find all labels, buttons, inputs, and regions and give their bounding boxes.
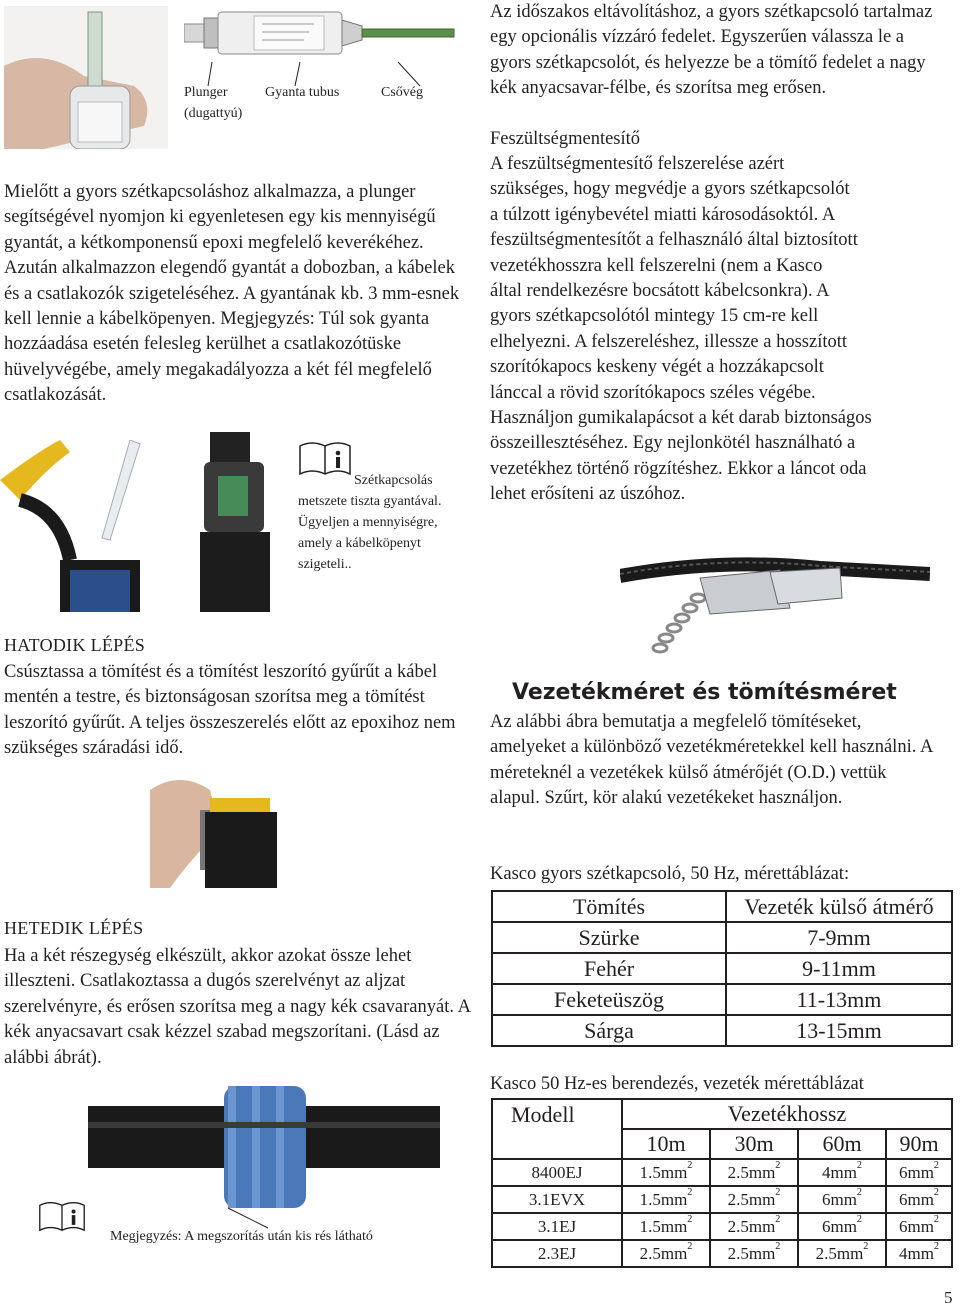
header-length: 60m: [798, 1129, 886, 1159]
table-cell: 11-13mm: [726, 984, 952, 1015]
intro-paragraph: Mielőtt a gyors szétkapcsoláshoz alkalmazza, a plunger segítségével nyomjon ki egyenletesen egy kis mennyiségű gyantát, a kétkomponensű epoxi megfelelő keverékéhez. Azután alkalmazzon elegendő gyantát a dobozban, a kábelek és a csatlakozók szigeteléséhez. A gyantának kb. 3 mm-esnek kell lennie a kábelköpenyen. Megjegyzés: Túl sok gyanta hozzáadása esetén felesleg kerülhet a csatlakozótüske hüvelyvégébe, amely megakadályozza a két fél megfelelő csatlakozását.: [4, 182, 460, 406]
table-cell: $2.5mm^2$: [710, 1159, 798, 1186]
table-cell: $2.5mm^2$: [710, 1213, 798, 1240]
page-number: 5: [944, 1288, 953, 1307]
table-cell: [492, 1129, 622, 1159]
resin-tube-photo: [184, 6, 460, 66]
table-cell: $2.5mm^2$: [710, 1240, 798, 1267]
table-cell: $2.5mm^2$: [798, 1240, 886, 1267]
table-cell: Feketeüszög: [492, 984, 726, 1015]
seal-size-table: [491, 890, 953, 1047]
table-cell: 3.1EVX: [492, 1186, 622, 1213]
table-cell: 3.1EJ: [492, 1213, 622, 1240]
info-note-1-rest: metszete tiszta gyantával. Ügyeljen a mennyiségre, amely a kábelköpenyt szigeteli..: [298, 494, 442, 572]
header-wire-length: Vezetékhossz: [622, 1099, 952, 1129]
table-cell: $6mm^2$: [798, 1213, 886, 1240]
table-cell: 13-15mm: [726, 1015, 952, 1046]
table-cell: $4mm^2$: [886, 1240, 952, 1267]
table-row: [492, 1015, 952, 1046]
hand-connector-photo: [150, 770, 290, 888]
table-row: [492, 1159, 952, 1186]
table-cell: Szürke: [492, 922, 726, 953]
step7-title: HETEDIK LÉPÉS: [4, 918, 144, 938]
table-cell: $4mm^2$: [798, 1159, 886, 1186]
hand-syringe-photo: [4, 6, 168, 149]
table-cell: $6mm^2$: [886, 1213, 952, 1240]
step6-text: Csúsztassa a tömítést és a tömítést leszorító gyűrűt a kábel mentén a testre, és biztonságosan szorítsa meg a tömítést leszorító gyűrűt. A teljes összeszerelés előtt az epoxihoz nem szükséges száradási idő.: [4, 662, 456, 759]
table2-caption: Kasco 50 Hz-es berendezés, vezeték mérettáblázat: [490, 1074, 864, 1094]
table-row: [492, 984, 952, 1015]
info-book-icon-2: [38, 1198, 86, 1234]
header-length: 90m: [886, 1129, 952, 1159]
cable-resin-photo: [0, 440, 180, 612]
strain-relief-photo: [620, 548, 930, 660]
header-wire-od: Vezeték külső átmérő: [726, 891, 952, 922]
connector-section-photo: [190, 432, 290, 612]
table-row: [492, 1240, 952, 1267]
section-title: Vezetékméret és tömítésméret: [512, 680, 897, 705]
table1-caption: Kasco gyors szétkapcsoló, 50 Hz, mérettáblázat:: [490, 864, 850, 884]
table-cell: $1.5mm^2$: [622, 1186, 710, 1213]
table-cell: $2.5mm^2$: [710, 1186, 798, 1213]
table-row: [492, 1186, 952, 1213]
table-cell: $6mm^2$: [798, 1186, 886, 1213]
step7-text: Ha a két részegység elkészült, akkor azokat össze lehet illeszteni. Csatlakoztassa a dugós szerelvényt az aljzat szerelvényre, és erősen szorítsa meg a nagy kék csavaranyát. A kék anyacsavart csak kézzel szabad megszorítani. (Lásd az alábbi ábrát).: [4, 946, 470, 1068]
assembled-connector-photo: [88, 1082, 440, 1208]
label-resin-tube: Gyanta tubus: [265, 85, 340, 100]
table-cell: 9-11mm: [726, 953, 952, 984]
info-book-icon: [298, 440, 352, 476]
header-model: Modell: [492, 1099, 622, 1129]
table-cell: $1.5mm^2$: [622, 1159, 710, 1186]
right-intro-paragraph: Az időszakos eltávolításhoz, a gyors szétkapcsoló tartalmaz egy opcionális vízzáró fedelet. Egyszerűen válassza le a gyors szétkapcsolót, és helyezze be a tömítő fedelet a nagy kék anyacsavar-félbe, és szorítsa meg erősen.: [490, 2, 933, 99]
table-cell: Fehér: [492, 953, 726, 984]
label-tube-end: Csővég: [381, 85, 423, 100]
section-text: Az alábbi ábra bemutatja a megfelelő tömítéseket, amelyeket a különböző vezetékméretekkel kell használni. A méreteknél a vezetékek külső átmérőjét (O.D.) vettük alapul. Szűrt, kör alakú vezetékeket használjon.: [490, 712, 933, 809]
table-cell: 2.3EJ: [492, 1240, 622, 1267]
table-row: [492, 1213, 952, 1240]
table-cell: $6mm^2$: [886, 1186, 952, 1213]
strain-relief-title: Feszültségmentesítő: [490, 129, 641, 149]
step6-title: HATODIK LÉPÉS: [4, 635, 146, 655]
table-cell: Sárga: [492, 1015, 726, 1046]
table-row: [492, 1129, 952, 1159]
header-length: 30m: [710, 1129, 798, 1159]
table-row: [492, 1099, 952, 1129]
table-cell: $1.5mm^2$: [622, 1213, 710, 1240]
wire-size-table: [491, 1098, 953, 1268]
table-row: [492, 922, 952, 953]
table-cell: $6mm^2$: [886, 1159, 952, 1186]
header-length: 10m: [622, 1129, 710, 1159]
table-row: [492, 891, 952, 922]
strain-relief-text: A feszültségmentesítő felszerelése azért szükséges, hogy megvédje a gyors szétkapcsolót a túlzott igénybevétel miatti károsodásoktól. A feszültségmentesítőt a felhasználó által biztosított vezetékhosszra kell felszerelni (nem a Kasco által rendelkezésre bocsátott kábelcsonkra). A gyors szétkapcsolótól mintegy 15 cm-re kell elhelyezni. A felszereléshez, illessze a hosszított szorítókapocs keskeny végét a hozzákapcsolt lánccal a rövid szorítókapocs széles végébe. Használjon gumikalapácsot a két darab biztonságos összeillesztéséhez. Egy nejlonkötél használható a vezetékhez történő rögzítéshez. Ekkor a láncot oda lehet erősíteni az úszóhoz.: [490, 154, 872, 505]
header-seal: Tömítés: [492, 891, 726, 922]
table-cell: $2.5mm^2$: [622, 1240, 710, 1267]
label-plunger: Plunger (dugattyú): [184, 85, 243, 121]
table-cell: 7-9mm: [726, 922, 952, 953]
table-cell: 8400EJ: [492, 1159, 622, 1186]
info-note-2: Megjegyzés: A megszorítás után kis rés látható: [110, 1229, 373, 1244]
table-row: [492, 953, 952, 984]
info-note-1-first: Szétkapcsolás: [354, 473, 433, 488]
